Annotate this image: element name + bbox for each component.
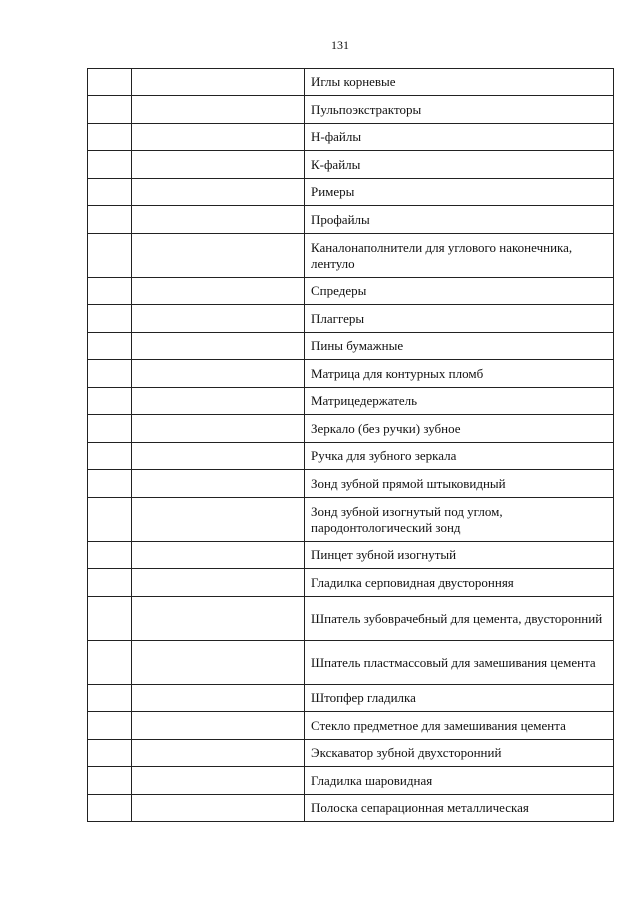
table-row <box>88 597 614 641</box>
number-cell <box>88 360 132 388</box>
table-row <box>88 443 614 470</box>
table-row <box>88 685 614 712</box>
page-number: 131 <box>331 38 349 52</box>
table-row <box>88 124 614 151</box>
item-name-cell: Зонд зубной изогнутый под углом, пародонтологический зонд <box>305 498 614 542</box>
number-cell <box>88 470 132 498</box>
item-name-cell: Ручка для зубного зеркала <box>305 443 614 470</box>
code-cell <box>132 69 305 96</box>
table-row <box>88 234 614 278</box>
table-row <box>88 641 614 685</box>
code-cell <box>132 443 305 470</box>
number-cell <box>88 767 132 795</box>
table-row <box>88 96 614 124</box>
number-cell <box>88 234 132 278</box>
code-cell <box>132 179 305 206</box>
table-row <box>88 388 614 415</box>
table-row <box>88 333 614 360</box>
number-cell <box>88 333 132 360</box>
number-cell <box>88 740 132 767</box>
number-cell <box>88 443 132 470</box>
table-body <box>88 69 614 822</box>
code-cell <box>132 542 305 569</box>
number-cell <box>88 124 132 151</box>
item-name-cell: Каналонаполнители для углового наконечника, лентуло <box>305 234 614 278</box>
item-name-cell: Н-файлы <box>305 124 614 151</box>
item-name-cell: Зонд зубной прямой штыковидный <box>305 470 614 498</box>
number-cell <box>88 179 132 206</box>
table-row <box>88 415 614 443</box>
item-name-cell: Матрица для контурных пломб <box>305 360 614 388</box>
table-row <box>88 206 614 234</box>
code-cell <box>132 415 305 443</box>
item-name-cell: Гладилка серповидная двусторонняя <box>305 569 614 597</box>
table-row <box>88 569 614 597</box>
code-cell <box>132 712 305 740</box>
table-row <box>88 69 614 96</box>
code-cell <box>132 498 305 542</box>
code-cell <box>132 795 305 822</box>
number-cell <box>88 542 132 569</box>
item-name-cell: Пинцет зубной изогнутый <box>305 542 614 569</box>
number-cell <box>88 597 132 641</box>
code-cell <box>132 470 305 498</box>
code-cell <box>132 360 305 388</box>
table-row <box>88 151 614 179</box>
item-name-cell: Спредеры <box>305 278 614 305</box>
table-row <box>88 179 614 206</box>
code-cell <box>132 569 305 597</box>
item-name-cell: Штопфер гладилка <box>305 685 614 712</box>
item-name-cell: Профайлы <box>305 206 614 234</box>
number-cell <box>88 712 132 740</box>
item-name-cell: Стекло предметное для замешивания цемента <box>305 712 614 740</box>
number-cell <box>88 569 132 597</box>
item-name-cell: Иглы корневые <box>305 69 614 96</box>
number-cell <box>88 498 132 542</box>
code-cell <box>132 740 305 767</box>
number-cell <box>88 96 132 124</box>
code-cell <box>132 767 305 795</box>
code-cell <box>132 96 305 124</box>
code-cell <box>132 641 305 685</box>
item-name-cell: Экскаватор зубной двухсторонний <box>305 740 614 767</box>
item-name-cell: Плаггеры <box>305 305 614 333</box>
number-cell <box>88 685 132 712</box>
number-cell <box>88 69 132 96</box>
item-name-cell: Матрицедержатель <box>305 388 614 415</box>
table-row <box>88 767 614 795</box>
table-row <box>88 498 614 542</box>
number-cell <box>88 278 132 305</box>
table-row <box>88 795 614 822</box>
table-row <box>88 542 614 569</box>
item-name-cell: Пульпоэкстракторы <box>305 96 614 124</box>
item-name-cell: Пины бумажные <box>305 333 614 360</box>
code-cell <box>132 151 305 179</box>
item-name-cell: Зеркало (без ручки) зубное <box>305 415 614 443</box>
code-cell <box>132 206 305 234</box>
code-cell <box>132 333 305 360</box>
table-row <box>88 740 614 767</box>
item-name-cell: Римеры <box>305 179 614 206</box>
number-cell <box>88 388 132 415</box>
code-cell <box>132 234 305 278</box>
table-row <box>88 360 614 388</box>
items-table <box>87 68 614 822</box>
number-cell <box>88 795 132 822</box>
item-name-cell: Шпатель зубоврачебный для цемента, двусторонний <box>305 597 614 641</box>
code-cell <box>132 124 305 151</box>
code-cell <box>132 685 305 712</box>
code-cell <box>132 388 305 415</box>
code-cell <box>132 597 305 641</box>
item-name-cell: К-файлы <box>305 151 614 179</box>
code-cell <box>132 278 305 305</box>
number-cell <box>88 151 132 179</box>
table-row <box>88 278 614 305</box>
number-cell <box>88 641 132 685</box>
number-cell <box>88 305 132 333</box>
table-row <box>88 712 614 740</box>
item-name-cell: Полоска сепарационная металлическая <box>305 795 614 822</box>
table-row <box>88 470 614 498</box>
table-row <box>88 305 614 333</box>
number-cell <box>88 206 132 234</box>
item-name-cell: Шпатель пластмассовый для замешивания цемента <box>305 641 614 685</box>
code-cell <box>132 305 305 333</box>
number-cell <box>88 415 132 443</box>
item-name-cell: Гладилка шаровидная <box>305 767 614 795</box>
